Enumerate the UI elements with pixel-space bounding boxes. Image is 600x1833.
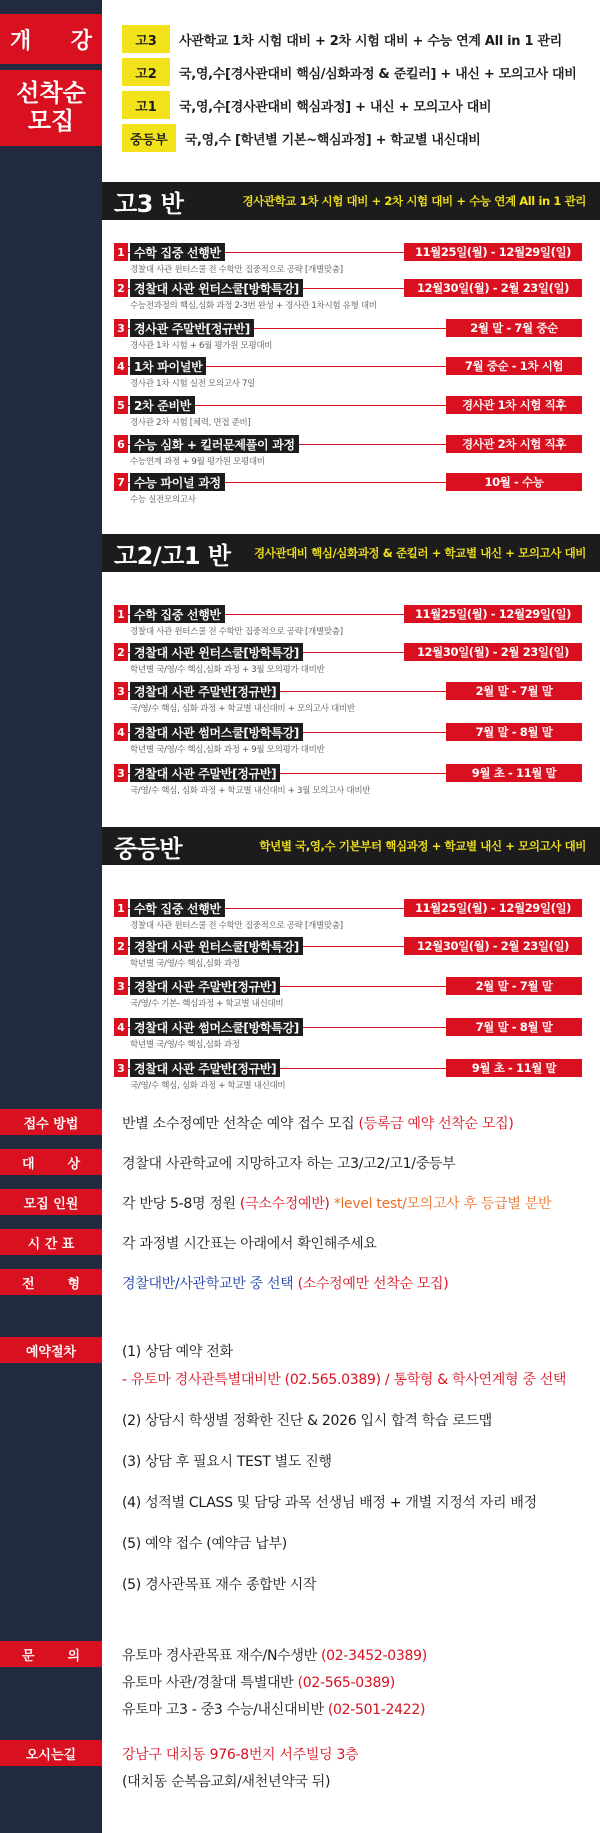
recruit-count-note: *level test/모의고사 후 등급별 분반 (333, 1196, 552, 1212)
course-item (114, 899, 582, 935)
course-period: 9월 초 - 11월 말 (446, 1059, 582, 1077)
course-item (114, 396, 582, 432)
procedure-step-6: (5) 경사관목표 재수 종합반 시작 (122, 1577, 317, 1593)
course-number: 1 (114, 605, 128, 623)
course-name: 1차 파이널반 (130, 357, 206, 375)
course-description: 경찰대 사관 윈터스쿨 전 수학만 집중적으로 공략 [개별맞춤] (130, 265, 343, 275)
procedure-step-3: (3) 상담 후 필요시 TEST 별도 진행 (122, 1454, 332, 1470)
recruit-count-main: 각 반당 5-8명 정원 (122, 1196, 236, 1212)
course-name: 수학 집중 선행반 (130, 243, 225, 261)
course-description: 학년별 국/영/수 핵심,심화 과정 + 3월 모의평가 대비반 (130, 665, 325, 675)
grade-row-g2 (122, 57, 577, 87)
course-period: 2월 말 - 7월 말 (446, 977, 582, 995)
course-number: 3 (114, 764, 128, 782)
course-number: 2 (114, 643, 128, 661)
course-description: 경찰대 사관 윈터스쿨 전 수학만 집중적으로 공략 [개별맞춤] (130, 627, 343, 637)
course-description: 국/영/수 핵심, 심화 과정 + 학교별 내신대비 + 3월 모의고사 대비반 (130, 786, 371, 796)
course-name: 경찰대 사관 윈터스쿨[방학특강] (130, 937, 303, 955)
course-number: 2 (114, 937, 128, 955)
contact-line-2 (122, 1672, 395, 1692)
course-description: 국/영/수 핵심, 심화 과정 + 학교별 내신대비 + 모의고사 대비반 (130, 704, 355, 714)
location-address: 강남구 대치동 976-8번지 서주빌딩 3층 (122, 1747, 359, 1763)
open-label-left: 개 (10, 28, 32, 54)
course-period: 7월 중순 - 1차 시험 (446, 357, 582, 375)
course-name: 경사관 주말반[정규반] (130, 319, 254, 337)
target-label-left: 대 (22, 1156, 35, 1172)
recruit-count-highlight: (극소수정예반) (239, 1196, 330, 1212)
course-name: 경찰대 사관 썸머스쿨[방학특강] (130, 1018, 303, 1036)
course-period: 경사관 1차 시험 직후 (446, 396, 582, 414)
course-item (114, 682, 582, 718)
grade-badge: 고3 (122, 25, 170, 53)
course-name: 수학 집중 선행반 (130, 899, 225, 917)
contact-3-name: 유토마 고3 - 중3 수능/내신대비반 (122, 1702, 324, 1718)
section-subtitle: 학년별 국,영,수 기본부터 핵심과정 + 학교별 내신 + 모의고사 대비 (259, 839, 586, 853)
course-item (114, 1059, 582, 1095)
course-description: 경사관 1차 시험 + 6월 평가원 모평대비 (130, 341, 273, 351)
course-number: 4 (114, 357, 128, 375)
course-number: 7 (114, 473, 128, 491)
course-number: 5 (114, 396, 128, 414)
course-number: 1 (114, 243, 128, 261)
apply-method-main: 반별 소수정예만 선착순 예약 접수 모집 (122, 1116, 355, 1132)
section-title: 고2/고1 반 (114, 541, 231, 570)
course-name: 경찰대 사관 주말반[정규반] (130, 977, 280, 995)
grade-row-g3 (122, 24, 562, 54)
section-title: 중등반 (114, 834, 183, 863)
course-item (114, 319, 582, 355)
target-label-right: 상 (67, 1156, 80, 1172)
course-period: 10월 - 수능 (446, 473, 582, 491)
course-description: 수능전과정의 핵심,심화 과정 2-3번 완성 + 경사관 1차시험 유형 대비 (130, 301, 377, 311)
course-number: 6 (114, 435, 128, 453)
apply-method-highlight: (등록금 예약 선착순 모집) (358, 1116, 514, 1132)
grade-description: 사관학교 1차 시험 대비 + 2차 시험 대비 + 수능 연계 All in 1 관리 (179, 33, 562, 49)
selection-type-text (122, 1273, 448, 1293)
course-description: 경사관 1차 시험 실전 모의고사 7일 (130, 379, 256, 389)
course-item (114, 643, 582, 679)
course-name: 경찰대 사관 주말반[정규반] (130, 682, 280, 700)
course-period: 경사관 2차 시험 직후 (446, 435, 582, 453)
section-header-g3 (102, 182, 600, 220)
apply-method-label: 접수 방법 (0, 1109, 102, 1135)
course-name: 수능 심화 + 킬러문제풀이 과정 (130, 435, 299, 453)
open-label-right: 강 (70, 28, 92, 54)
course-item (114, 605, 582, 641)
grade-row-middle (122, 123, 480, 153)
directions-label: 오시는길 (0, 1740, 102, 1766)
course-item (114, 1018, 582, 1054)
grade-badge: 고1 (122, 91, 170, 119)
contact-line-3 (122, 1699, 425, 1719)
course-item (114, 435, 582, 471)
course-number: 4 (114, 723, 128, 741)
course-name: 경찰대 사관 썸머스쿨[방학특강] (130, 723, 303, 741)
first-come-recruit-label (0, 70, 102, 146)
course-period: 11월25일(월) - 12월29일(일) (404, 899, 582, 917)
apply-method-text (122, 1113, 514, 1133)
recruit-count-label: 모집 인원 (0, 1189, 102, 1215)
course-number: 3 (114, 319, 128, 337)
grade-badge: 중등부 (122, 124, 176, 152)
selection-type-label (0, 1269, 102, 1295)
course-item (114, 764, 582, 800)
procedure-step-1-detail: - 유토마 경사관특별대비반 (02.565.0389) / 통학형 & 학사연계형 중 선택 (122, 1372, 567, 1388)
course-period: 2월 말 - 7월 말 (446, 682, 582, 700)
course-name: 수능 파이널 과정 (130, 473, 225, 491)
course-description: 경찰대 사관 윈터스쿨 전 수학만 집중적으로 공략 [개별맞춤] (130, 921, 343, 931)
section-subtitle: 경사관학교 1차 시험 대비 + 2차 시험 대비 + 수능 연계 All in 1 관리 (242, 194, 586, 208)
schedule-text: 각 과정별 시간표는 아래에서 확인해주세요 (122, 1236, 377, 1252)
course-item (114, 357, 582, 393)
open-label (0, 14, 102, 64)
contact-1-name: 유토마 경사관목표 재수/N수생반 (122, 1648, 317, 1664)
procedure-step-1: (1) 상담 예약 전화 (122, 1344, 233, 1360)
recruit-line-2: 모집 (27, 107, 75, 135)
contact-2-phone[interactable]: (02-565-0389) (297, 1675, 395, 1691)
course-item (114, 243, 582, 279)
contact-line-1 (122, 1645, 427, 1665)
course-name: 경찰대 사관 주말반[정규반] (130, 1059, 280, 1077)
contact-2-name: 유토마 사관/경찰대 특별대반 (122, 1675, 294, 1691)
target-text: 경찰대 사관학교에 지망하고자 하는 고3/고2/고1/중등부 (122, 1156, 456, 1172)
grade-description: 국,영,수 [학년별 기본~핵심과정] + 학교별 내신대비 (184, 132, 481, 148)
section-title: 고3 반 (114, 189, 184, 218)
inquiry-label-right: 의 (67, 1648, 80, 1664)
selection-type-main: 경찰대반/사관학교반 중 선택 (122, 1276, 294, 1292)
course-name: 경찰대 사관 윈터스쿨[방학특강] (130, 279, 303, 297)
selection-type-label-left: 전 (22, 1276, 35, 1292)
course-period: 12월30일(월) - 2월 23일(일) (404, 937, 582, 955)
course-number: 3 (114, 977, 128, 995)
course-number: 2 (114, 279, 128, 297)
course-name: 경찰대 사관 윈터스쿨[방학특강] (130, 643, 303, 661)
grade-description: 국,영,수[경사관대비 핵심과정] + 내신 + 모의고사 대비 (179, 99, 492, 115)
section-header-g2-g1 (102, 534, 600, 572)
course-name: 2차 준비반 (130, 396, 195, 414)
inquiry-label (0, 1641, 102, 1667)
course-name: 수학 집중 선행반 (130, 605, 225, 623)
procedure-step-4: (4) 성적별 CLASS 및 담당 과목 선생님 배정 + 개별 지정석 자리 배정 (122, 1495, 537, 1511)
course-description: 학년별 국/영/수 핵심,심화 과정 (130, 959, 240, 969)
course-description: 학년별 국/영/수 핵심,심화 과정 (130, 1040, 240, 1050)
course-description: 경사관 2차 시험 [체력, 면접 준비] (130, 418, 251, 428)
reservation-procedure-label: 예약절차 (0, 1337, 102, 1363)
recruit-count-text (122, 1193, 551, 1213)
recruit-line-1: 선착순 (16, 79, 86, 108)
grade-row-g1 (122, 90, 491, 120)
contact-3-phone[interactable]: (02-501-2422) (327, 1702, 426, 1718)
course-period: 11월25일(월) - 12월29일(일) (404, 605, 582, 623)
grade-description: 국,영,수[경사관대비 핵심/심화과정 & 준킬러] + 내신 + 모의고사 대비 (179, 66, 577, 82)
grade-badge: 고2 (122, 58, 170, 86)
course-period: 7월 말 - 8월 말 (446, 723, 582, 741)
inquiry-label-left: 문 (22, 1648, 35, 1664)
course-item (114, 279, 582, 315)
selection-type-highlight: (소수정예만 선착순 모집) (297, 1276, 449, 1292)
course-number: 3 (114, 682, 128, 700)
course-description: 국/영/수 핵심, 심화 과정 + 학교별 내신대비 (130, 1081, 286, 1091)
course-period: 12월30일(월) - 2월 23일(일) (404, 643, 582, 661)
course-period: 7월 말 - 8월 말 (446, 1018, 582, 1036)
procedure-step-2: (2) 상담시 학생별 정확한 진단 & 2026 입시 합격 학습 로드맵 (122, 1413, 492, 1429)
course-description: 학년별 국/영/수 핵심,심화 과정 + 9월 모의평가 대비반 (130, 745, 325, 755)
course-description: 국/영/수 기본- 핵심과정 + 학교별 내신대비 (130, 999, 284, 1009)
course-description: 수능연계 과정 + 9월 평가원 모평대비 (130, 457, 265, 467)
course-item (114, 473, 582, 509)
course-period: 2월 말 - 7월 중순 (446, 319, 582, 337)
course-item (114, 723, 582, 759)
selection-type-label-right: 형 (67, 1276, 80, 1292)
course-number: 3 (114, 1059, 128, 1077)
schedule-label: 시 간 표 (0, 1229, 102, 1255)
course-name: 경찰대 사관 주말반[정규반] (130, 764, 280, 782)
procedure-step-5: (5) 예약 접수 (예약금 납부) (122, 1536, 287, 1552)
location-note: (대치동 순복음교회/새천년약국 뒤) (122, 1774, 331, 1790)
course-description: 수능 실전모의고사 (130, 495, 196, 505)
course-item (114, 977, 582, 1013)
course-period: 11월25일(월) - 12월29일(일) (404, 243, 582, 261)
section-subtitle: 경사관대비 핵심/심화과정 & 준킬러 + 학교별 내신 + 모의고사 대비 (253, 546, 586, 560)
course-item (114, 937, 582, 973)
section-header-middle (102, 827, 600, 865)
course-number: 4 (114, 1018, 128, 1036)
course-period: 9월 초 - 11월 말 (446, 764, 582, 782)
contact-1-phone[interactable]: (02-3452-0389) (320, 1648, 427, 1664)
left-navy-strip (0, 0, 102, 1833)
course-number: 1 (114, 899, 128, 917)
target-label (0, 1149, 102, 1175)
course-period: 12월30일(월) - 2월 23일(일) (404, 279, 582, 297)
